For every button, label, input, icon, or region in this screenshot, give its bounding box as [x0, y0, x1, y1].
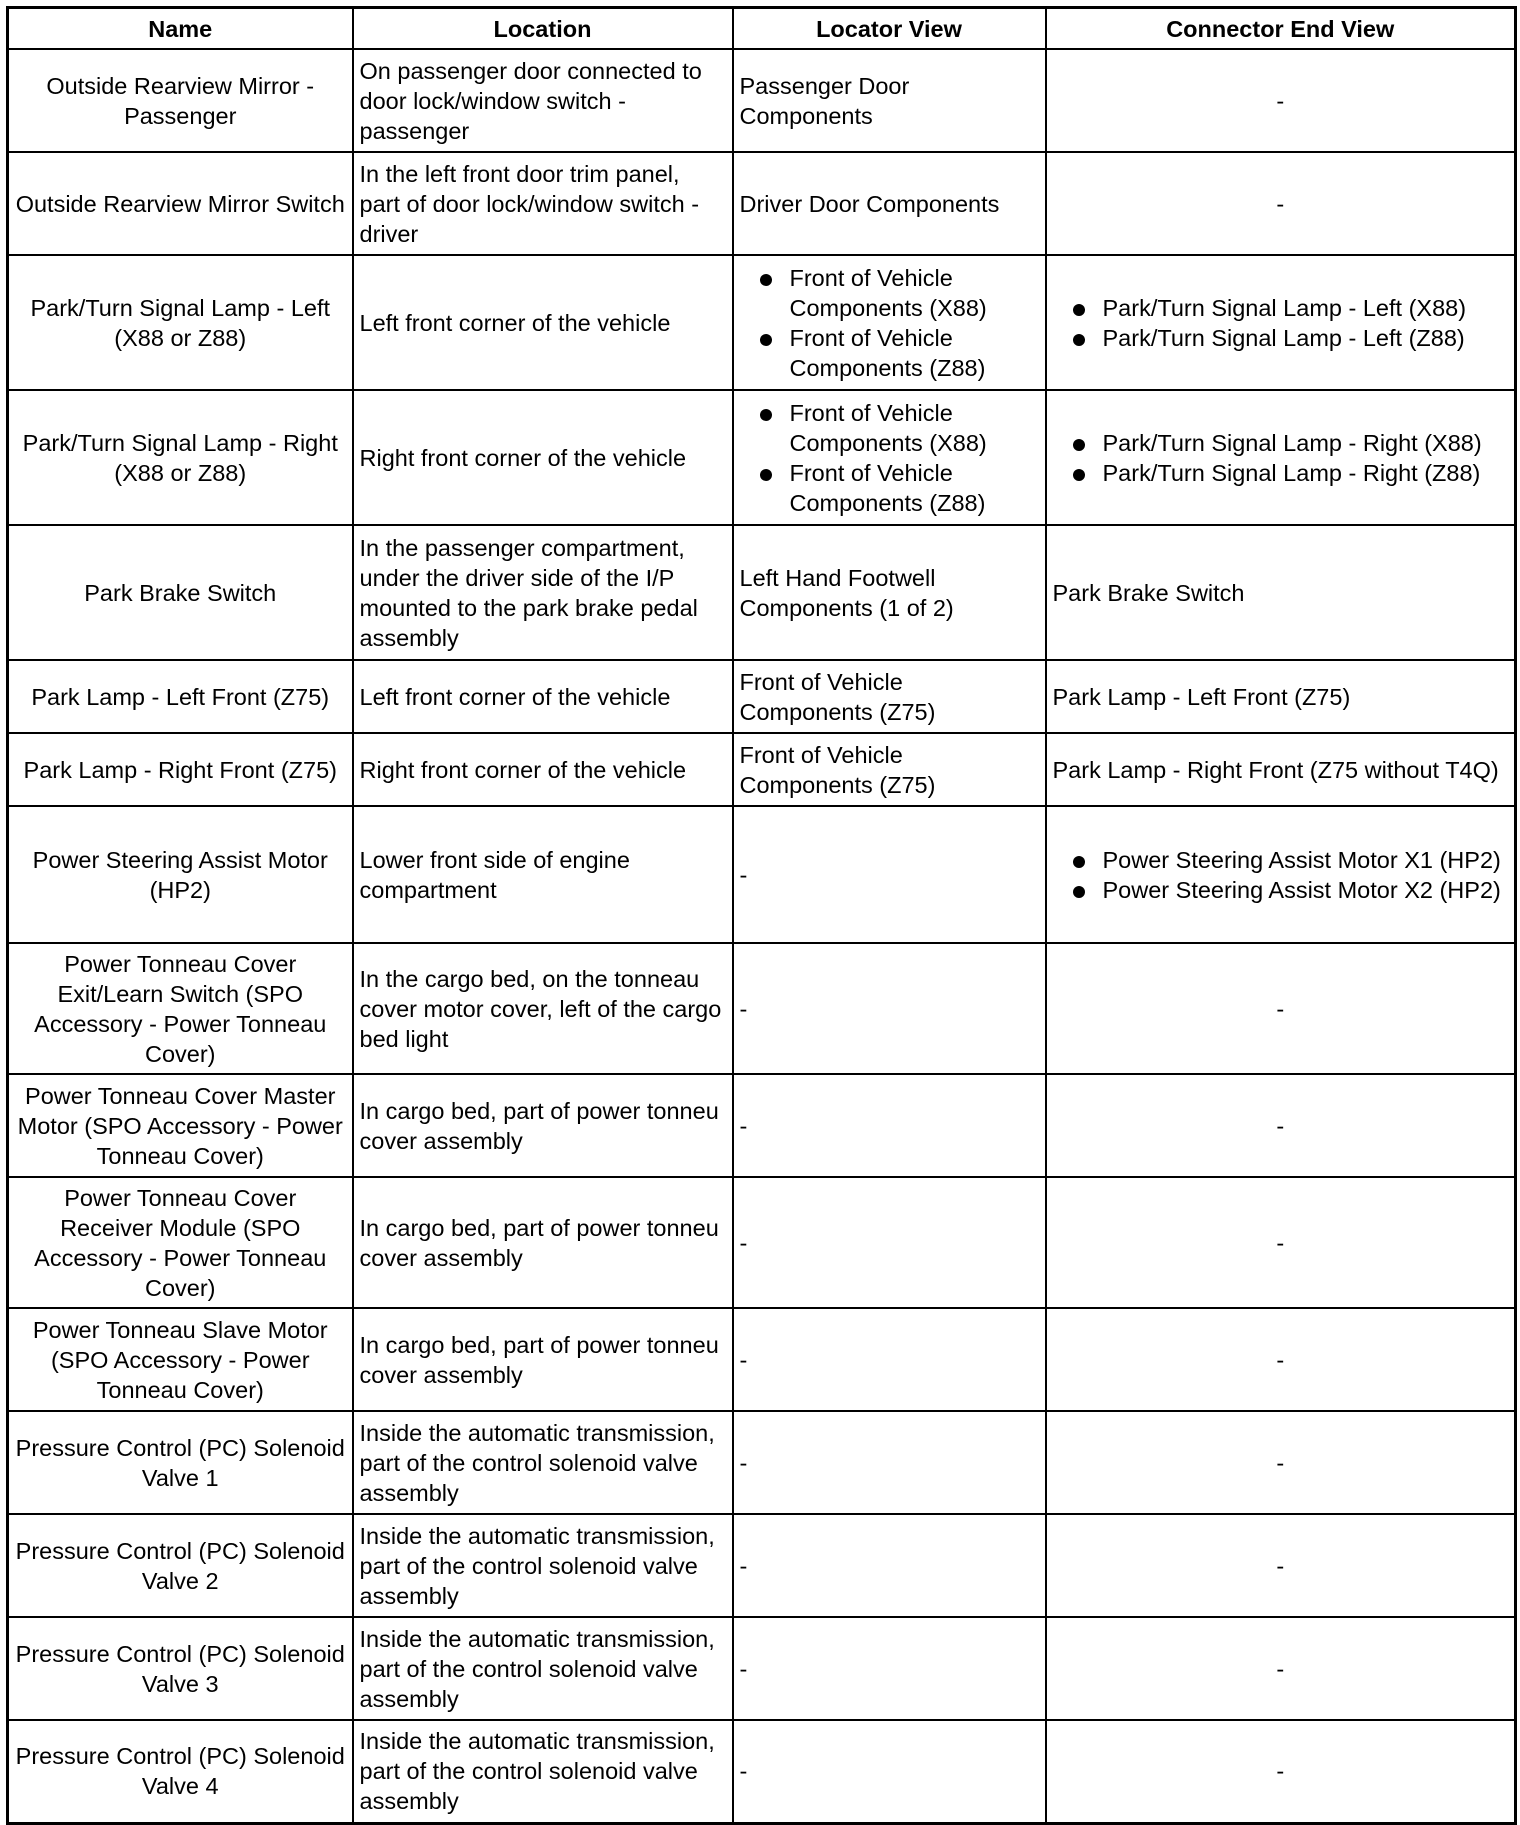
cell-name: Pressure Control (PC) Solenoid Valve 3	[8, 1617, 353, 1720]
cell-location: Right front corner of the vehicle	[353, 733, 733, 806]
table-row	[8, 1308, 1516, 1411]
list-item: Power Steering Assist Motor X1 (HP2)	[1053, 845, 1509, 875]
locator-view-list	[740, 398, 1039, 518]
cell-locator-view: -	[733, 943, 1046, 1074]
list-item: Park/Turn Signal Lamp - Left (X88)	[1053, 293, 1509, 323]
cell-location: In cargo bed, part of power tonneu cover assembly	[353, 1308, 733, 1411]
cell-locator-view: -	[733, 1177, 1046, 1308]
table-row	[8, 1411, 1516, 1514]
cell-locator-view	[733, 390, 1046, 525]
cell-connector-end-view: Park Brake Switch	[1046, 525, 1516, 660]
cell-locator-view: -	[733, 1514, 1046, 1617]
cell-locator-view: Front of Vehicle Components (Z75)	[733, 660, 1046, 733]
cell-locator-view: Driver Door Components	[733, 152, 1046, 255]
cell-name: Pressure Control (PC) Solenoid Valve 2	[8, 1514, 353, 1617]
cell-locator-view: Front of Vehicle Components (Z75)	[733, 733, 1046, 806]
cell-location: Inside the automatic transmission, part of the control solenoid valve assembly	[353, 1720, 733, 1823]
list-item: Front of Vehicle Components (X88)	[740, 398, 1039, 458]
cell-name: Park/Turn Signal Lamp - Right (X88 or Z88)	[8, 390, 353, 525]
cell-connector-end-view: -	[1046, 943, 1516, 1074]
connector-view-list	[1053, 428, 1509, 488]
table-row	[8, 733, 1516, 806]
cell-location: In the left front door trim panel, part of door lock/window switch - driver	[353, 152, 733, 255]
cell-name: Outside Rearview Mirror Switch	[8, 152, 353, 255]
cell-location: In cargo bed, part of power tonneu cover assembly	[353, 1074, 733, 1177]
cell-location: On passenger door connected to door lock/window switch - passenger	[353, 49, 733, 152]
table-row	[8, 525, 1516, 660]
list-item: Power Steering Assist Motor X2 (HP2)	[1053, 875, 1509, 905]
cell-location: In the cargo bed, on the tonneau cover motor cover, left of the cargo bed light	[353, 943, 733, 1074]
table-row	[8, 1720, 1516, 1823]
list-item: Park/Turn Signal Lamp - Left (Z88)	[1053, 323, 1509, 353]
cell-connector-end-view: -	[1046, 1617, 1516, 1720]
table-row	[8, 806, 1516, 943]
cell-connector-end-view: -	[1046, 1074, 1516, 1177]
table-row	[8, 1177, 1516, 1308]
cell-locator-view: -	[733, 1411, 1046, 1514]
cell-locator-view: -	[733, 1720, 1046, 1823]
cell-connector-end-view: -	[1046, 49, 1516, 152]
table-row	[8, 1074, 1516, 1177]
cell-connector-end-view: Park Lamp - Right Front (Z75 without T4Q)	[1046, 733, 1516, 806]
table-row	[8, 1514, 1516, 1617]
header-location: Location	[353, 8, 733, 50]
cell-name: Pressure Control (PC) Solenoid Valve 1	[8, 1411, 353, 1514]
component-locator-table	[6, 6, 1517, 1825]
cell-name: Power Tonneau Slave Motor (SPO Accessory - Power Tonneau Cover)	[8, 1308, 353, 1411]
cell-name: Park/Turn Signal Lamp - Left (X88 or Z88)	[8, 255, 353, 390]
cell-location: Inside the automatic transmission, part of the control solenoid valve assembly	[353, 1514, 733, 1617]
cell-name: Park Lamp - Right Front (Z75)	[8, 733, 353, 806]
cell-name: Pressure Control (PC) Solenoid Valve 4	[8, 1720, 353, 1823]
cell-locator-view: -	[733, 1074, 1046, 1177]
cell-name: Power Steering Assist Motor (HP2)	[8, 806, 353, 943]
list-item: Front of Vehicle Components (Z88)	[740, 458, 1039, 518]
cell-name: Power Tonneau Cover Receiver Module (SPO Accessory - Power Tonneau Cover)	[8, 1177, 353, 1308]
cell-location: Inside the automatic transmission, part of the control solenoid valve assembly	[353, 1617, 733, 1720]
cell-locator-view	[733, 255, 1046, 390]
table-row	[8, 660, 1516, 733]
cell-location: Lower front side of engine compartment	[353, 806, 733, 943]
cell-connector-end-view	[1046, 255, 1516, 390]
cell-connector-end-view: -	[1046, 1177, 1516, 1308]
cell-location: In cargo bed, part of power tonneu cover assembly	[353, 1177, 733, 1308]
cell-connector-end-view: Park Lamp - Left Front (Z75)	[1046, 660, 1516, 733]
cell-connector-end-view: -	[1046, 1308, 1516, 1411]
connector-view-list	[1053, 293, 1509, 353]
cell-name: Park Lamp - Left Front (Z75)	[8, 660, 353, 733]
table-row	[8, 255, 1516, 390]
cell-locator-view: -	[733, 1617, 1046, 1720]
cell-locator-view: -	[733, 1308, 1046, 1411]
cell-name: Power Tonneau Cover Exit/Learn Switch (SPO Accessory - Power Tonneau Cover)	[8, 943, 353, 1074]
cell-connector-end-view: -	[1046, 152, 1516, 255]
list-item: Park/Turn Signal Lamp - Right (Z88)	[1053, 458, 1509, 488]
cell-name: Park Brake Switch	[8, 525, 353, 660]
locator-view-list	[740, 263, 1039, 383]
table-header-row	[8, 8, 1516, 50]
cell-connector-end-view: -	[1046, 1411, 1516, 1514]
header-name: Name	[8, 8, 353, 50]
cell-location: Inside the automatic transmission, part of the control solenoid valve assembly	[353, 1411, 733, 1514]
cell-location: In the passenger compartment, under the driver side of the I/P mounted to the park brake pedal assembly	[353, 525, 733, 660]
table-row	[8, 1617, 1516, 1720]
list-item: Front of Vehicle Components (X88)	[740, 263, 1039, 323]
cell-locator-view: Passenger Door Components	[733, 49, 1046, 152]
cell-connector-end-view: -	[1046, 1720, 1516, 1823]
table-row	[8, 49, 1516, 152]
cell-connector-end-view: -	[1046, 1514, 1516, 1617]
cell-locator-view: Left Hand Footwell Components (1 of 2)	[733, 525, 1046, 660]
header-connector-end-view: Connector End View	[1046, 8, 1516, 50]
cell-connector-end-view	[1046, 390, 1516, 525]
table-row	[8, 390, 1516, 525]
list-item: Park/Turn Signal Lamp - Right (X88)	[1053, 428, 1509, 458]
connector-view-list	[1053, 845, 1509, 905]
table-row	[8, 943, 1516, 1074]
component-locator-sheet	[6, 6, 1517, 1825]
cell-locator-view: -	[733, 806, 1046, 943]
cell-location: Right front corner of the vehicle	[353, 390, 733, 525]
cell-location: Left front corner of the vehicle	[353, 660, 733, 733]
header-locator-view: Locator View	[733, 8, 1046, 50]
cell-connector-end-view	[1046, 806, 1516, 943]
cell-location: Left front corner of the vehicle	[353, 255, 733, 390]
cell-name: Power Tonneau Cover Master Motor (SPO Accessory - Power Tonneau Cover)	[8, 1074, 353, 1177]
table-row	[8, 152, 1516, 255]
cell-name: Outside Rearview Mirror - Passenger	[8, 49, 353, 152]
list-item: Front of Vehicle Components (Z88)	[740, 323, 1039, 383]
